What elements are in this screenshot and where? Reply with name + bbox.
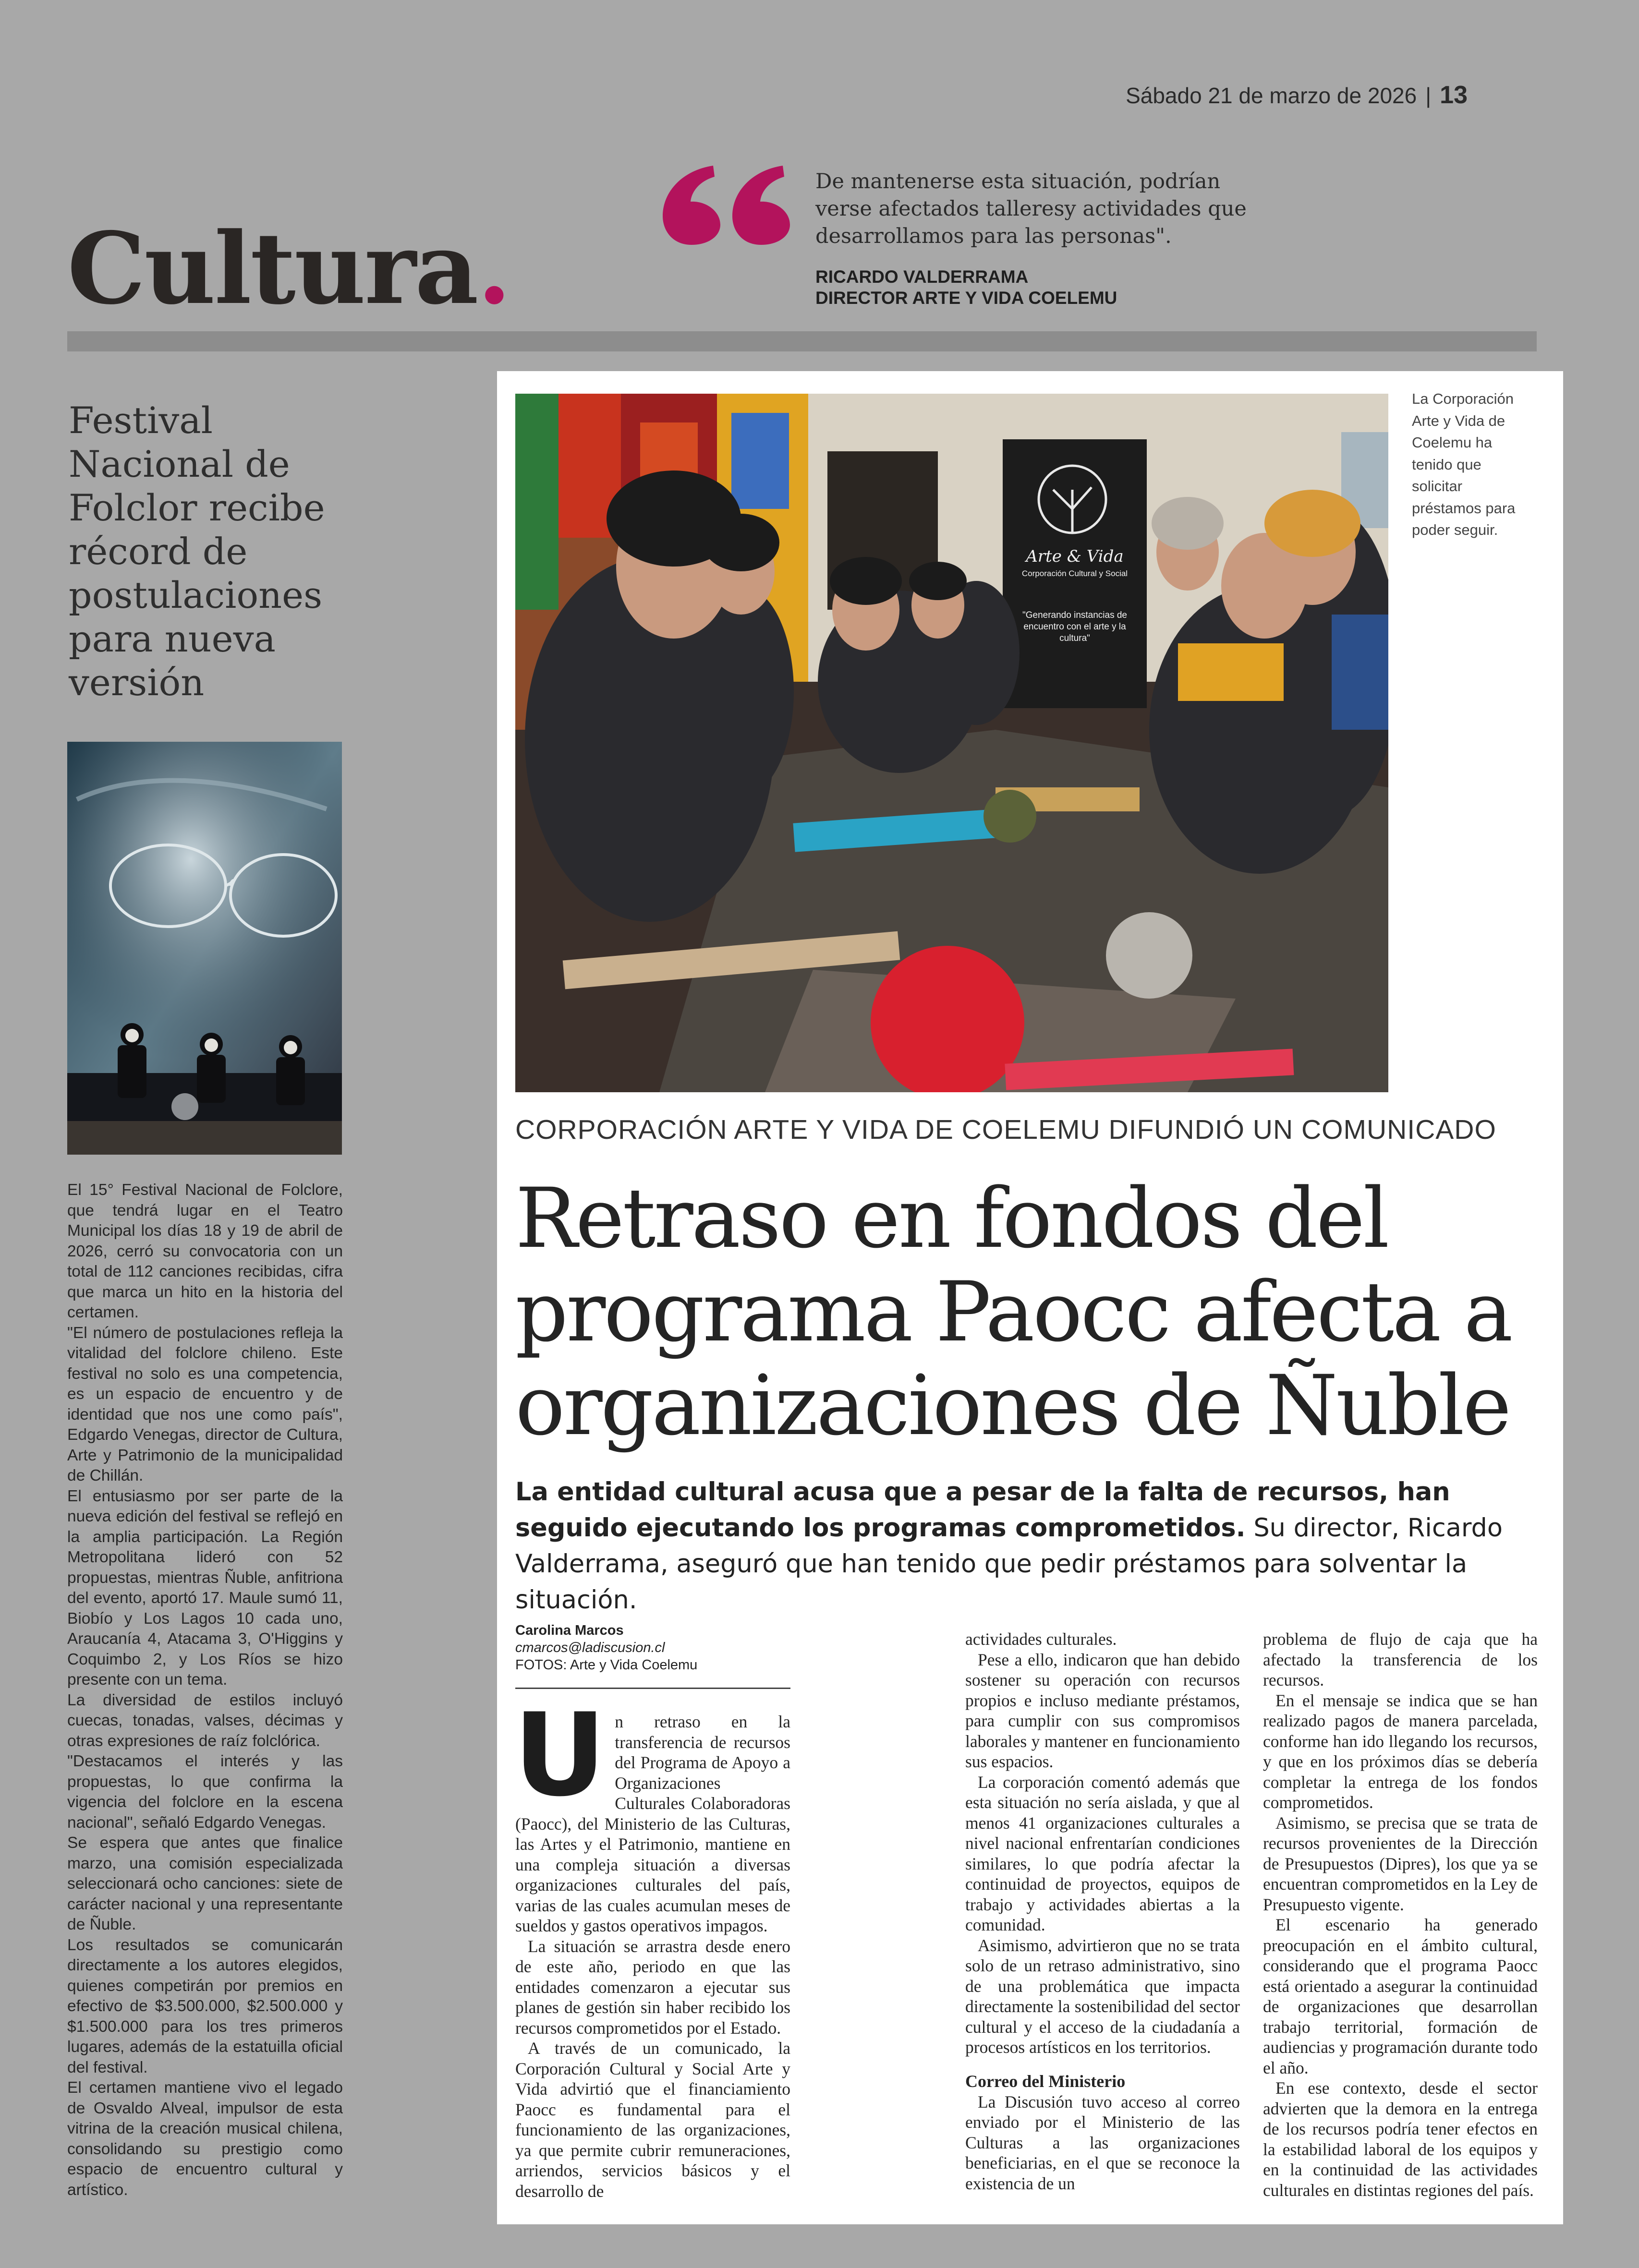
banner-title: Arte & Vida: [1026, 547, 1124, 566]
body-paragraph: n retraso en la transferencia de recursos del Programa de Apoyo a Organizaciones Culturales Colaboradoras (Paocc), del Ministerio de las Culturas, las Artes y el Patrimonio, mantiene en una compleja situación a diversas organizaciones culturales del país, varias de las cuales acumulan meses de sueldos y gastos operativos impagos.: [515, 1712, 790, 1935]
header-rule: [67, 331, 1537, 351]
pull-quote-role: DIRECTOR ARTE Y VIDA COELEMU: [815, 288, 1117, 308]
issue-date: Sábado 21 de marzo de 2026: [1126, 83, 1417, 108]
article-lead: [515, 1474, 1524, 1618]
quote-mark-icon: [663, 163, 792, 250]
article-column-1: [513, 1689, 790, 2201]
sidebar-paragraph: "Destacamos el interés y las propuestas, lo que confirma la vigencia del folclore en la escena nacional", señaló Edgardo Venegas.: [67, 1752, 343, 1832]
sidebar-paragraph: Se espera que antes que finalice marzo, una comisión especializada seleccionará ocho canciones: siete de carácter nacional y una representante de Ñuble.: [67, 1834, 343, 1933]
lead-bold: La entidad cultural acusa que a pesar de la falta de recursos, han seguido ejecutando los programas comprometidos.: [515, 1477, 1450, 1543]
body-paragraph: La corporación comentó además que esta situación no sería aislada, y que al menos 41 organizaciones culturales a nivel nacional enfrentarían condiciones similares, lo que podría afectar la continuidad de proyectos, equipos de trabajo y actividades abiertas a la comunidad.: [965, 1772, 1240, 1934]
byline-photos: FOTOS: Arte y Vida Coelemu: [515, 1657, 698, 1673]
dropcap: U: [513, 1689, 607, 1822]
body-paragraph: En el mensaje se indica que se han realizado pagos de manera parcelada, conforme han ido llegando los recursos, y que en los próximos días se debería completar la entrega de los fondos comprometidos.: [1263, 1690, 1538, 1812]
body-paragraph: problema de flujo de caja que ha afectado la transferencia de los recursos.: [1263, 1629, 1538, 1689]
sidebar-paragraph: Los resultados se comunicarán directamente a los autores elegidos, quienes competirán por premios en efectivo de $3.500.000, $2.500.000 y $1.500.000 para los tres primeros lugares, además de la estatuilla oficial del festival.: [67, 1936, 343, 2076]
byline-author: Carolina Marcos: [515, 1623, 624, 1638]
body-paragraph: En ese contexto, desde el sector advierten que la demora en la entrega de los recursos podría tener efectos en la estabilidad laboral de los equipos y en la continuidad de las actividades culturales en distintas regiones del país.: [1263, 2078, 1538, 2200]
byline: [515, 1622, 794, 1674]
sidebar-photo: [67, 742, 342, 1155]
sidebar-paragraph: "El número de postulaciones refleja la vitalidad del folclore chileno. Este festival no solo es una competencia, es un espacio de encuentro y de identidad que nos une como país", Edgardo Venegas, director de Cultura, Arte y Patrimonio de la municipalidad de Chillán.: [67, 1324, 343, 1484]
photo-caption: La Corporación Arte y Vida de Coelemu ha tenido que solicitar préstamos para poder seguir.: [1412, 390, 1516, 538]
lead-rest: Su director, Ricardo Valderrama, aseguró que han tenido que pedir préstamos para solventar la situación.: [515, 1513, 1503, 1615]
section-title: [67, 211, 510, 326]
body-paragraph: Asimismo, advirtieron que no se trata solo de un retraso administrativo, sino de una problemática que impacta directamente la sostenibilidad del sector cultural y el acceso de la ciudadanía a procesos artísticos en los territorios.: [965, 1935, 1240, 2057]
pull-quote-attribution: [815, 266, 1117, 309]
section-dot: .: [477, 211, 510, 326]
folk-singers-image: [67, 742, 342, 1155]
date-line: [1126, 81, 1468, 109]
body-paragraph: La Discusión tuvo acceso al correo enviado por el Ministerio de las Culturas a las organizaciones beneficiarias, en el que se reconoce la existencia de un: [965, 2092, 1240, 2193]
sidebar-paragraph: El entusiasmo por ser parte de la nueva edición del festival se reflejó en la amplia participación. La Región Metropolitana lideró con 52 propuestas, mientras Ñuble, anfitriona del evento, aportó 17. Maule sumó 11, Biobío y Los Lagos 10 cada uno, Araucanía 4, Atacama 3, O'Higgins y Coquimbo 2, y Los Ríos se hizo presente con un tema.: [67, 1487, 343, 1689]
sidebar-paragraph: El 15° Festival Nacional de Folclore, que tendrá lugar en el Teatro Municipal los días 18 y 19 de abril de 2026, cerró su convocatoria con un total de 112 canciones recibidas, cifra que marca un hito en la historia del certamen.: [67, 1181, 343, 1321]
article-kicker: CORPORACIÓN ARTE Y VIDA DE COELEMU DIFUNDIÓ UN COMUNICADO: [515, 1114, 1496, 1145]
body-paragraph: El escenario ha generado preocupación en el ámbito cultural, considerando que el programa Paocc está orientado a asegurar la continuidad de organizaciones que desarrollan trabajo territorial, formación de audiencias y programación durante todo el año.: [1263, 1915, 1538, 2077]
article-subhead: Correo del Ministerio: [965, 2071, 1126, 2091]
body-paragraph: actividades culturales.: [965, 1629, 1117, 1649]
body-paragraph: La situación se arrastra desde enero de este año, periodo en que las entidades comenzaron a ejecutar sus planes de gestión sin haber recibido los recursos comprometidos por el Estado.: [515, 1936, 790, 2038]
pull-quote-name: RICARDO VALDERRAMA: [815, 267, 1029, 287]
sidebar-paragraph: La diversidad de estilos incluyó cuecas, tonadas, valses, décimas y otras expresiones de raíz folclórica.: [67, 1691, 343, 1750]
body-paragraph: Pese a ello, indicaron que han debido sostener su operación con recursos propios e incluso mediante préstamos, para cumplir con sus compromisos laborales y mantener en funcionamiento sus espacios.: [965, 1650, 1240, 1771]
section-name: Cultura: [67, 211, 477, 326]
article-column-2: [965, 1629, 1240, 2194]
pull-quote-text: De mantenerse esta situación, podrían verse afectados talleresy actividades que desarrollamos para las personas".: [815, 169, 1247, 248]
article-headline: Retraso en fondos del programa Paocc afecta a organizaciones de Ñuble: [515, 1170, 1511, 1454]
body-paragraph: Asimismo, se precisa que se trata de recursos provenientes de la Dirección de Presupuestos (Dipres), los que ya se encuentran comprometidos en la Ley de Presupuesto vigente.: [1263, 1813, 1538, 1914]
sidebar-headline: Festival Nacional de Folclor recibe récord de postulaciones para nueva versión: [69, 399, 325, 704]
byline-email: cmarcos@ladiscusion.cl: [515, 1640, 665, 1655]
sidebar-paragraph: El certamen mantiene vivo el legado de Osvaldo Alveal, impulsor de esta vitrina de la creación musical chilena, consolidando su prestigio como espacio de encuentro cultural y artístico.: [67, 2079, 343, 2199]
banner-slogan: "Generando instancias de encuentro con el arte y la cultura": [1022, 610, 1127, 643]
body-paragraph: A través de un comunicado, la Corporación Cultural y Social Arte y Vida advirtió que el financiamiento Paocc es fundamental para el funcionamiento de las organizaciones, ya que permite cubrir remuneraciones, arriendos, servicios básicos y el desarrollo de: [515, 2039, 790, 2201]
page-number: 13: [1440, 81, 1468, 109]
main-photo: [515, 394, 1388, 1092]
sidebar-body: [67, 1180, 343, 2200]
weaving-workshop-image: [515, 394, 1388, 1092]
banner-subtitle: Corporación Cultural y Social: [1021, 569, 1128, 578]
article-column-3: [1263, 1629, 1538, 2200]
date-separator: |: [1425, 83, 1432, 108]
